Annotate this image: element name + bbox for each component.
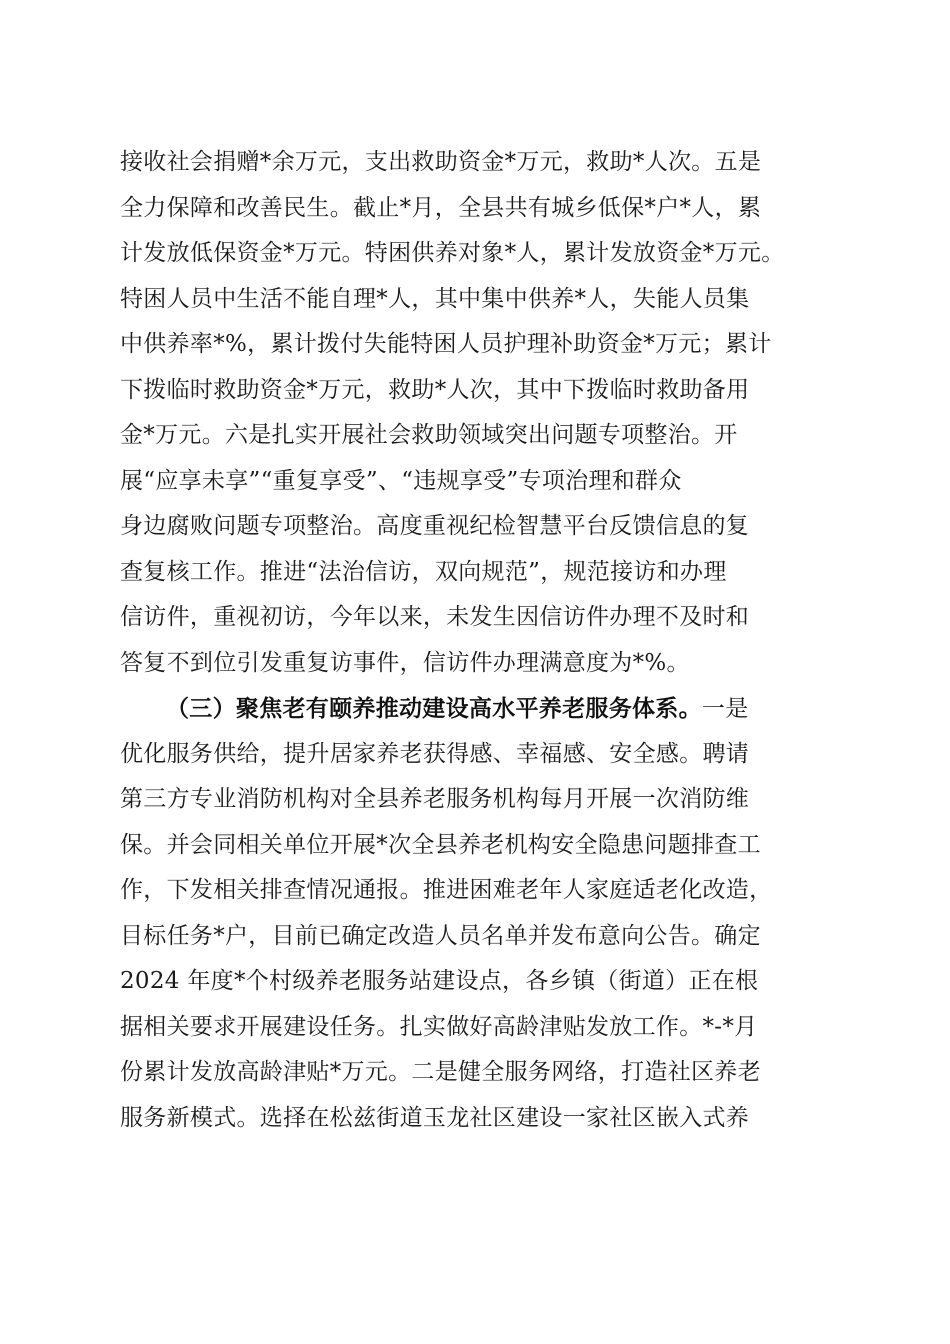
- text-line: 接收社会捐赠*余万元，支出救助资金*万元，救助*人次。五是: [120, 149, 762, 175]
- text-line: 保。并会同相关单位开展*次全县养老机构安全隐患问题排查工: [120, 831, 761, 858]
- text-line: 2024 年度*个村级养老服务站建设点，各乡镇（街道）正在根: [120, 968, 759, 994]
- text-line: 答复不到位引发重复访事件，信访件办理满意度为*%。: [120, 649, 690, 676]
- section-heading-line: [120, 686, 832, 732]
- text-line: 优化服务供给，提升居家养老获得感、幸福感、安全感。聘请: [120, 740, 750, 767]
- text-line: 特困人员中生活不能自理*人，其中集中供养*人，失能人员集: [120, 285, 750, 312]
- text-line: 服务新模式。选择在松兹街道玉龙社区建设一家社区嵌入式养: [120, 1104, 750, 1131]
- document-body: [120, 140, 832, 1141]
- text-line: 中供养率*%，累计拨付失能特困人员护理补助资金*万元；累计: [120, 331, 772, 357]
- section-heading-tail: 一是: [701, 696, 749, 722]
- text-line: 金*万元。六是扎实开展社会救助领域突出问题专项整治。开: [120, 422, 738, 448]
- text-line: 计发放低保资金*万元。特困供养对象*人，累计发放资金*万元。: [120, 240, 785, 266]
- text-line: 目标任务*户，目前已确定改造人员名单并发布意向公告。确定: [120, 922, 761, 949]
- text-line: 信访件，重视初访，今年以来，未发生因信访件办理不及时和: [120, 604, 750, 630]
- text-line: 据相关要求开展建设任务。扎实做好高龄津贴发放工作。*-*月: [120, 1013, 758, 1040]
- text-line: 下拨临时救助资金*万元，救助*人次，其中下拨临时救助备用: [120, 376, 750, 403]
- text-line: 查复核工作。推进“法治信访，双向规范”，规范接访和办理: [120, 558, 727, 585]
- section-heading: （三）聚焦老有颐养推动建设高水平养老服务体系。: [166, 695, 702, 722]
- text-line: 作，下发相关排查情况通报。推进困难老年人家庭适老化改造，: [120, 877, 773, 903]
- text-line: 份累计发放高龄津贴*万元。二是健全服务网络，打造社区养老: [120, 1059, 761, 1085]
- text-line: 第三方专业消防机构对全县养老服务机构每月开展一次消防维: [120, 786, 750, 812]
- text-line: 身边腐败问题专项整治。高度重视纪检智慧平台反馈信息的复: [120, 513, 750, 539]
- text-line: 展“应享未享”“重复享受”、“违规享受”专项治理和群众: [120, 467, 682, 494]
- text-line: 全力保障和改善民生。截止*月，全县共有城乡低保*户*人，累: [120, 194, 762, 221]
